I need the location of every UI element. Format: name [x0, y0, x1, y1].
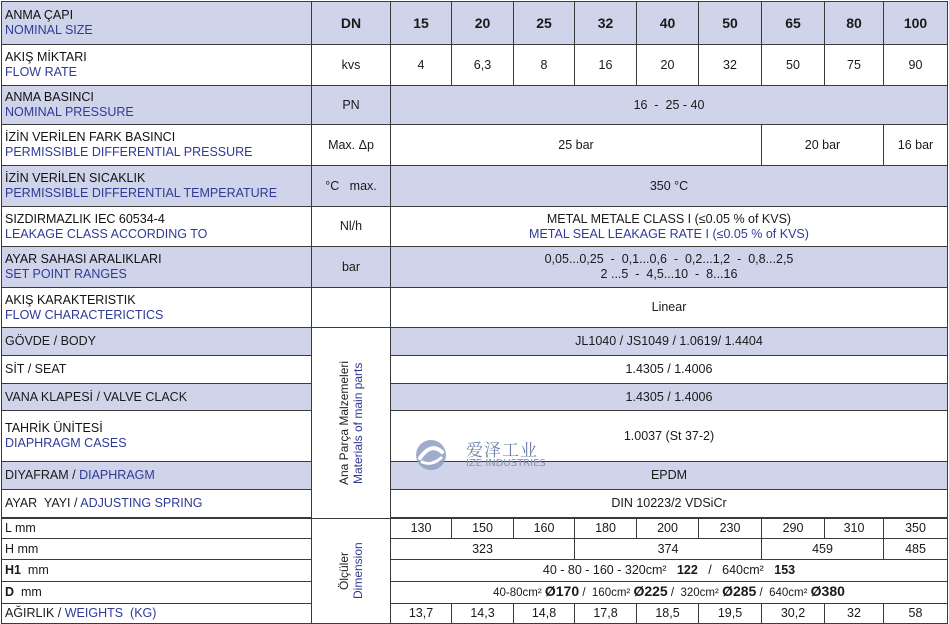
label-diaphragm: DIYAFRAM / DIAPHRAGM	[2, 462, 312, 490]
unit-temp: °C max.	[312, 166, 391, 207]
pn-value: 16 - 25 - 40	[391, 86, 948, 125]
row-diaphragm	[2, 462, 948, 490]
label-set-point: AYAR SAHASI ARALIKLARI SET POINT RANGES	[2, 247, 312, 288]
label-flow-rate: AKIŞ MİKTARI FLOW RATE	[2, 45, 312, 86]
spec-table	[1, 1, 948, 624]
unit-pn: PN	[312, 86, 391, 125]
unit-kvs: kvs	[312, 45, 391, 86]
label-clack: VANA KLAPESİ / VALVE CLACK	[2, 383, 312, 411]
clack-value: 1.4305 / 1.4006	[391, 383, 948, 411]
unit-bar: bar	[312, 247, 391, 288]
weight-value: 14,8	[514, 604, 575, 624]
weight-value: 13,7	[391, 604, 452, 624]
kvs-value: 90	[884, 45, 948, 86]
row-cases	[2, 411, 948, 462]
dp-value: 16 bar	[884, 125, 948, 166]
label-seat: SİT / SEAT	[2, 355, 312, 383]
materials-group-label: Ana Parça Malzemeleri Materials of main parts	[312, 328, 391, 519]
row-seat	[2, 355, 948, 383]
weight-value: 14,3	[452, 604, 514, 624]
body-value: JL1040 / JS1049 / 1.0619/ 1.4404	[391, 328, 948, 356]
dn-value: 25	[514, 2, 575, 45]
weight-value: 58	[884, 604, 948, 624]
flow-char-value: Linear	[391, 288, 948, 328]
H-value: 485	[884, 539, 948, 560]
kvs-value: 4	[391, 45, 452, 86]
H-value: 323	[391, 539, 575, 560]
row-spring	[2, 489, 948, 517]
row-set-point	[2, 247, 948, 288]
label-cases: TAHRİK ÜNİTESİ DIAPHRAGM CASES	[2, 411, 312, 462]
label-diff-temperature: İZİN VERİLEN SICAKLIK PERMISSIBLE DIFFERENTIAL TEMPERATURE	[2, 166, 312, 207]
row-nominal-pressure	[2, 86, 948, 125]
leakage-value: METAL METALE CLASS I (≤0.05 % of KVS) METAL SEAL LEAKAGE RATE I (≤0.05 % of KVS)	[391, 207, 948, 247]
label-H1: H1 mm	[2, 560, 312, 582]
spring-value: DIN 10223/2 VDSiCr	[391, 489, 948, 517]
L-value: 230	[699, 519, 762, 539]
seat-value: 1.4305 / 1.4006	[391, 355, 948, 383]
dp-value: 20 bar	[762, 125, 884, 166]
row-diff-pressure	[2, 125, 948, 166]
L-value: 160	[514, 519, 575, 539]
row-D	[2, 582, 948, 604]
L-value: 350	[884, 519, 948, 539]
unit-dn: DN	[312, 2, 391, 45]
label-H: H mm	[2, 539, 312, 560]
label-nominal-pressure: ANMA BASINCI NOMINAL PRESSURE	[2, 86, 312, 125]
unit-max-dp: Max. Δp	[312, 125, 391, 166]
label-spring: AYAR YAYI / ADJUSTING SPRING	[2, 489, 312, 517]
dn-value: 40	[637, 2, 699, 45]
kvs-value: 8	[514, 45, 575, 86]
L-value: 200	[637, 519, 699, 539]
row-flow-rate	[2, 45, 948, 86]
dn-value: 80	[825, 2, 884, 45]
dn-value: 65	[762, 2, 825, 45]
label-D: D mm	[2, 582, 312, 604]
dn-value: 50	[699, 2, 762, 45]
cases-value: 1.0037 (St 37-2)	[391, 411, 948, 462]
kvs-value: 50	[762, 45, 825, 86]
L-value: 130	[391, 519, 452, 539]
kvs-value: 16	[575, 45, 637, 86]
row-L	[2, 519, 948, 539]
row-H1	[2, 560, 948, 582]
dimension-group-label: Ölçüler Dimension	[312, 519, 391, 624]
dp-value: 25 bar	[391, 125, 762, 166]
unit-nlh: Nl/h	[312, 207, 391, 247]
logo-english-text: IZE INDUSTRIES	[466, 458, 546, 469]
kvs-value: 75	[825, 45, 884, 86]
dn-value: 20	[452, 2, 514, 45]
dn-value: 100	[884, 2, 948, 45]
L-value: 310	[825, 519, 884, 539]
weight-value: 32	[825, 604, 884, 624]
H-value: 374	[575, 539, 762, 560]
unit-empty	[312, 288, 391, 328]
D-value: 40-80cm² Ø170 / 160cm² Ø225 / 320cm² Ø285 / 640cm² Ø380	[391, 582, 948, 604]
diaphragm-value: EPDM	[391, 462, 948, 490]
row-weight	[2, 604, 948, 624]
L-value: 180	[575, 519, 637, 539]
label-weight: AĞIRLIK / WEIGHTS (KG)	[2, 604, 312, 624]
dn-value: 15	[391, 2, 452, 45]
dn-value: 32	[575, 2, 637, 45]
label-nominal-size: ANMA ÇAPI NOMINAL SIZE	[2, 2, 312, 45]
kvs-value: 20	[637, 45, 699, 86]
weight-value: 30,2	[762, 604, 825, 624]
kvs-value: 32	[699, 45, 762, 86]
label-L: L mm	[2, 519, 312, 539]
weight-value: 18,5	[637, 604, 699, 624]
row-leakage	[2, 207, 948, 247]
weight-value: 19,5	[699, 604, 762, 624]
logo-chinese-text: 爱泽工业	[466, 441, 538, 461]
set-point-value: 0,05...0,25 - 0,1...0,6 - 0,2...1,2 - 0,8...2,5 2 ...5 - 4,5...10 - 8...16	[391, 247, 948, 288]
kvs-value: 6,3	[452, 45, 514, 86]
row-body	[2, 328, 948, 356]
weight-value: 17,8	[575, 604, 637, 624]
label-flow-char: AKIŞ KARAKTERISTIK FLOW CHARACTERICTICS	[2, 288, 312, 328]
row-diff-temperature	[2, 166, 948, 207]
H-value: 459	[762, 539, 884, 560]
row-clack	[2, 383, 948, 411]
H1-value: 40 - 80 - 160 - 320cm² 122 / 640cm² 153	[391, 560, 948, 582]
label-leakage: SIZDIRMAZLIK IEC 60534-4 LEAKAGE CLASS ACCORDING TO	[2, 207, 312, 247]
label-diff-pressure: İZİN VERİLEN FARK BASINCI PERMISSIBLE DIFFERENTIAL PRESSURE	[2, 125, 312, 166]
L-value: 150	[452, 519, 514, 539]
label-body: GÖVDE / BODY	[2, 328, 312, 356]
row-H	[2, 539, 948, 560]
temp-value: 350 °C	[391, 166, 948, 207]
row-nominal-size	[2, 2, 948, 45]
row-flow-char	[2, 288, 948, 328]
L-value: 290	[762, 519, 825, 539]
